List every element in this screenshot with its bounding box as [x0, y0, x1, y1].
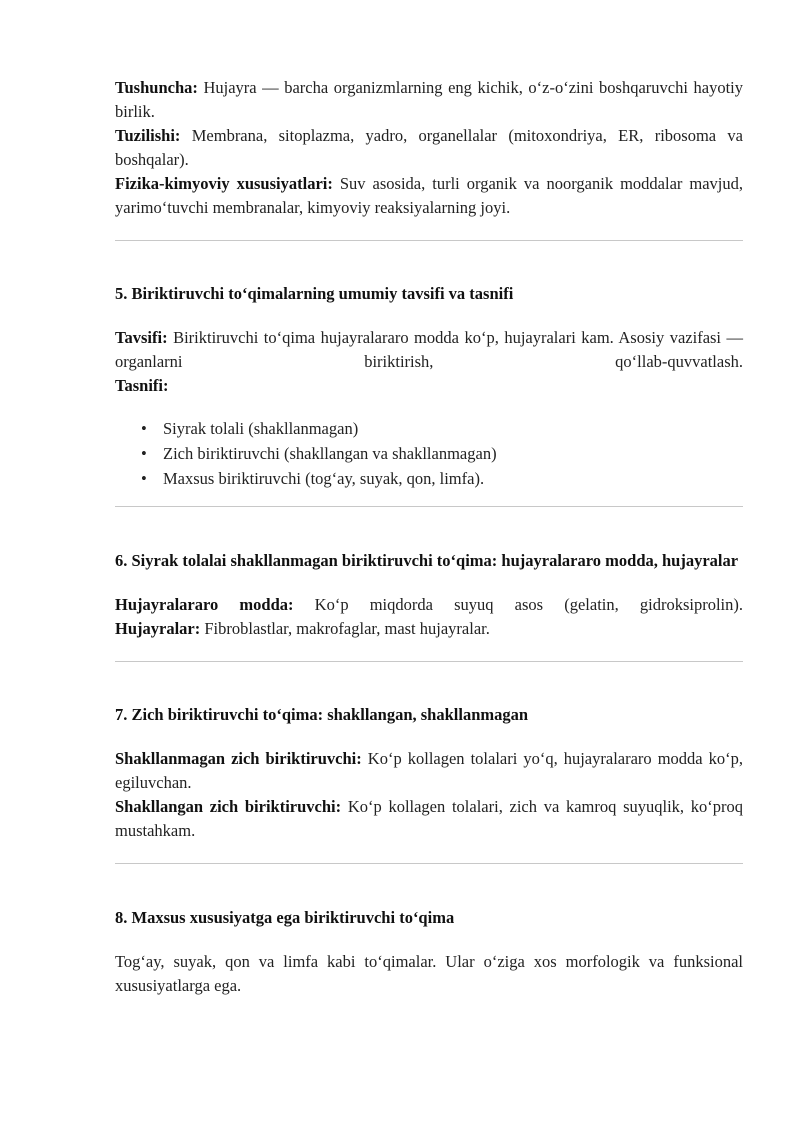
classification-label: Tasnifi: — [115, 376, 169, 395]
irregular-text: Ko‘p kollagen tolalari yo‘q, hujayralararo modda ko‘p, egiluvchan. — [115, 749, 743, 792]
intro-block — [115, 76, 743, 220]
bullet-icon: • — [141, 469, 147, 488]
structure-text: Membrana, sitoplazma, yadro, organellalar (mitoxondriya, ER, ribosoma va boshqalar). — [115, 126, 743, 169]
irregular-paragraph — [115, 747, 743, 795]
list-item-text: Siyrak tolali (shakllanmagan) — [163, 419, 359, 438]
concept-text: Hujayra — barcha organizmlarning eng kichik, o‘z-o‘zini boshqaruvchi hayotiy birlik. — [115, 78, 744, 121]
concept-paragraph — [115, 76, 743, 124]
properties-paragraph — [115, 172, 743, 220]
cells-text: Fibroblastlar, makrofaglar, mast hujayralar. — [204, 619, 490, 638]
divider — [115, 506, 743, 507]
section-5-description — [115, 326, 743, 374]
section-6-title: 6. Siyrak tolalai shakllanmagan biriktiruvchi to‘qima: hujayralararo modda, hujayralar — [115, 551, 739, 570]
document-content — [115, 76, 743, 998]
list-item — [115, 441, 743, 466]
concept-label: Tushuncha: — [115, 78, 198, 97]
list-item-text: Zich biriktiruvchi (shakllangan va shakllanmagan) — [163, 444, 497, 463]
divider — [115, 240, 743, 241]
regular-paragraph — [115, 795, 743, 843]
matrix-paragraph — [115, 593, 743, 617]
properties-label: Fizika-kimyoviy xususiyatlari: — [115, 174, 333, 193]
bullet-icon: • — [141, 419, 147, 438]
matrix-text: Ko‘p miqdorda suyuq asos (gelatin, gidroksiprolin). — [314, 595, 744, 614]
cells-paragraph — [115, 617, 743, 641]
classification-heading — [115, 374, 743, 398]
section-8-title: 8. Maxsus xususiyatga ega biriktiruvchi to‘qima — [115, 908, 455, 927]
irregular-label: Shakllanmagan zich biriktiruvchi: — [115, 749, 362, 768]
list-item-text: Maxsus biriktiruvchi (tog‘ay, suyak, qon, limfa). — [163, 469, 485, 488]
cells-label: Hujayralar: — [115, 619, 201, 638]
properties-text: Suv asosida, turli organik va noorganik moddalar mavjud, yarimo‘tuvchi membranalar, kimyoviy reaksiyalarning joyi. — [115, 174, 744, 217]
regular-text: Ko‘p kollagen tolalari, zich va kamroq suyuqlik, ko‘proq mustahkam. — [115, 797, 743, 840]
structure-paragraph — [115, 124, 743, 172]
classification-list — [115, 416, 743, 491]
matrix-label: Hujayralararo modda: — [115, 595, 294, 614]
description-label: Tavsifi: — [115, 328, 168, 347]
regular-label: Shakllangan zich biriktiruvchi: — [115, 797, 342, 816]
section-5-title: 5. Biriktiruvchi to‘qimalarning umumiy tavsifi va tasnifi — [115, 284, 514, 303]
structure-label: Tuzilishi: — [115, 126, 181, 145]
bullet-icon: • — [141, 444, 147, 463]
description-text: Biriktiruvchi to‘qima hujayralararo modda ko‘p, hujayralari kam. Asosiy vazifasi — organlarni biriktirish, qo‘llab-quvvatlash. — [115, 328, 744, 371]
divider — [115, 661, 743, 662]
section-7-title: 7. Zich biriktiruvchi to‘qima: shakllangan, shakllanmagan — [115, 705, 529, 724]
divider — [115, 863, 743, 864]
list-item — [115, 466, 743, 491]
list-item — [115, 416, 743, 441]
section-8-text: Tog‘ay, suyak, qon va limfa kabi to‘qimalar. Ular o‘ziga xos morfologik va funksional xususiyatlarga ega. — [115, 952, 743, 995]
